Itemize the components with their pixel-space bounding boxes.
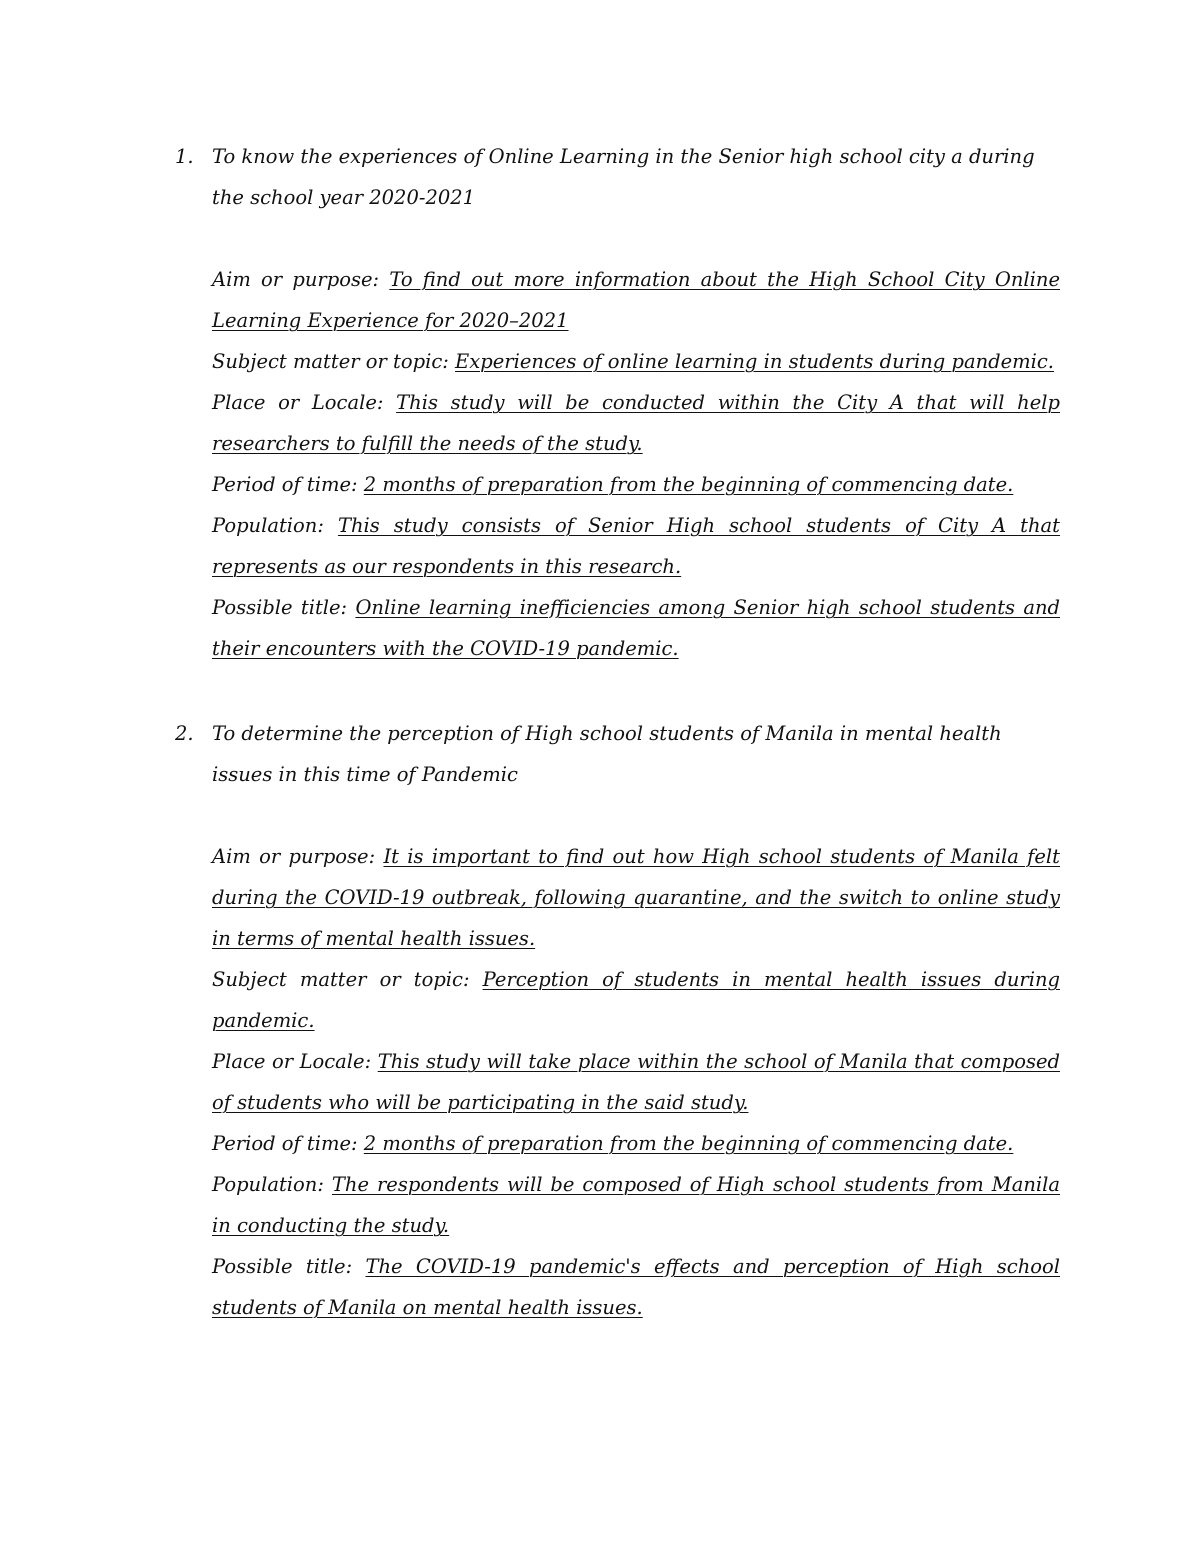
field-aim [212, 836, 1060, 959]
field-value: It is important to find out how High school students of Manila felt during the COVID-19 outbreak, following quarantine, and the switch to online study in terms of mental health issues. [212, 845, 1060, 950]
field-value: The respondents will be composed of High school students from Manila in conducting the study. [212, 1173, 1060, 1237]
field-label: Population: [212, 1173, 324, 1196]
field-label: Subject matter or topic: [212, 350, 449, 373]
field-title [212, 587, 1060, 669]
field-group [212, 259, 1060, 669]
field-value: This study will take place within the school of Manila that composed of students who will be participating in the said study. [212, 1050, 1060, 1114]
list-item-2 [175, 713, 1060, 1328]
field-value: 2 months of preparation from the beginning of commencing date. [363, 473, 1014, 496]
objective-text: To determine the perception of High school students of Manila in mental health issues in this time of Pandemic [212, 722, 1002, 786]
field-label: Period of time: [212, 473, 358, 496]
list-number: 2. [175, 722, 194, 745]
field-population [212, 505, 1060, 587]
field-label: Aim or purpose: [212, 845, 376, 868]
list-item-body [212, 136, 1060, 669]
field-label: Place or Locale: [212, 1050, 372, 1073]
field-value: Online learning inefficiencies among Senior high school students and their encounters with the COVID-19 pandemic. [212, 596, 1060, 660]
field-label: Period of time: [212, 1132, 358, 1155]
list-item-1 [175, 136, 1060, 669]
list-item-body [212, 713, 1060, 1328]
objective-text: To know the experiences of Online Learning in the Senior high school city a during the school year 2020-2021 [212, 145, 1035, 209]
field-subject [212, 959, 1060, 1041]
field-value: Perception of students in mental health issues during pandemic. [212, 968, 1060, 1032]
field-population [212, 1164, 1060, 1246]
field-value: To find out more information about the High School City Online Learning Experience for 2020–2021 [212, 268, 1060, 332]
field-aim [212, 259, 1060, 341]
field-period [212, 1123, 1060, 1164]
field-value: This study will be conducted within the City A that will help researchers to fulfill the needs of the study. [212, 391, 1060, 455]
field-subject [212, 341, 1060, 382]
field-period [212, 464, 1060, 505]
field-label: Population: [212, 514, 324, 537]
field-value: The COVID-19 pandemic's effects and perception of High school students of Manila on mental health issues. [212, 1255, 1060, 1319]
field-label: Subject matter or topic: [212, 968, 470, 991]
field-label: Aim or purpose: [212, 268, 380, 291]
field-label: Possible title: [212, 1255, 353, 1278]
field-place [212, 1041, 1060, 1123]
field-label: Possible title: [212, 596, 348, 619]
field-label: Place or Locale: [212, 391, 384, 414]
field-group [212, 836, 1060, 1328]
field-value: This study consists of Senior High school students of City A that represents as our respondents in this research. [212, 514, 1061, 578]
field-value: 2 months of preparation from the beginning of commencing date. [363, 1132, 1014, 1155]
field-value: Experiences of online learning in students during pandemic. [455, 350, 1055, 373]
list-number: 1. [175, 145, 194, 168]
field-place [212, 382, 1060, 464]
field-title [212, 1246, 1060, 1328]
